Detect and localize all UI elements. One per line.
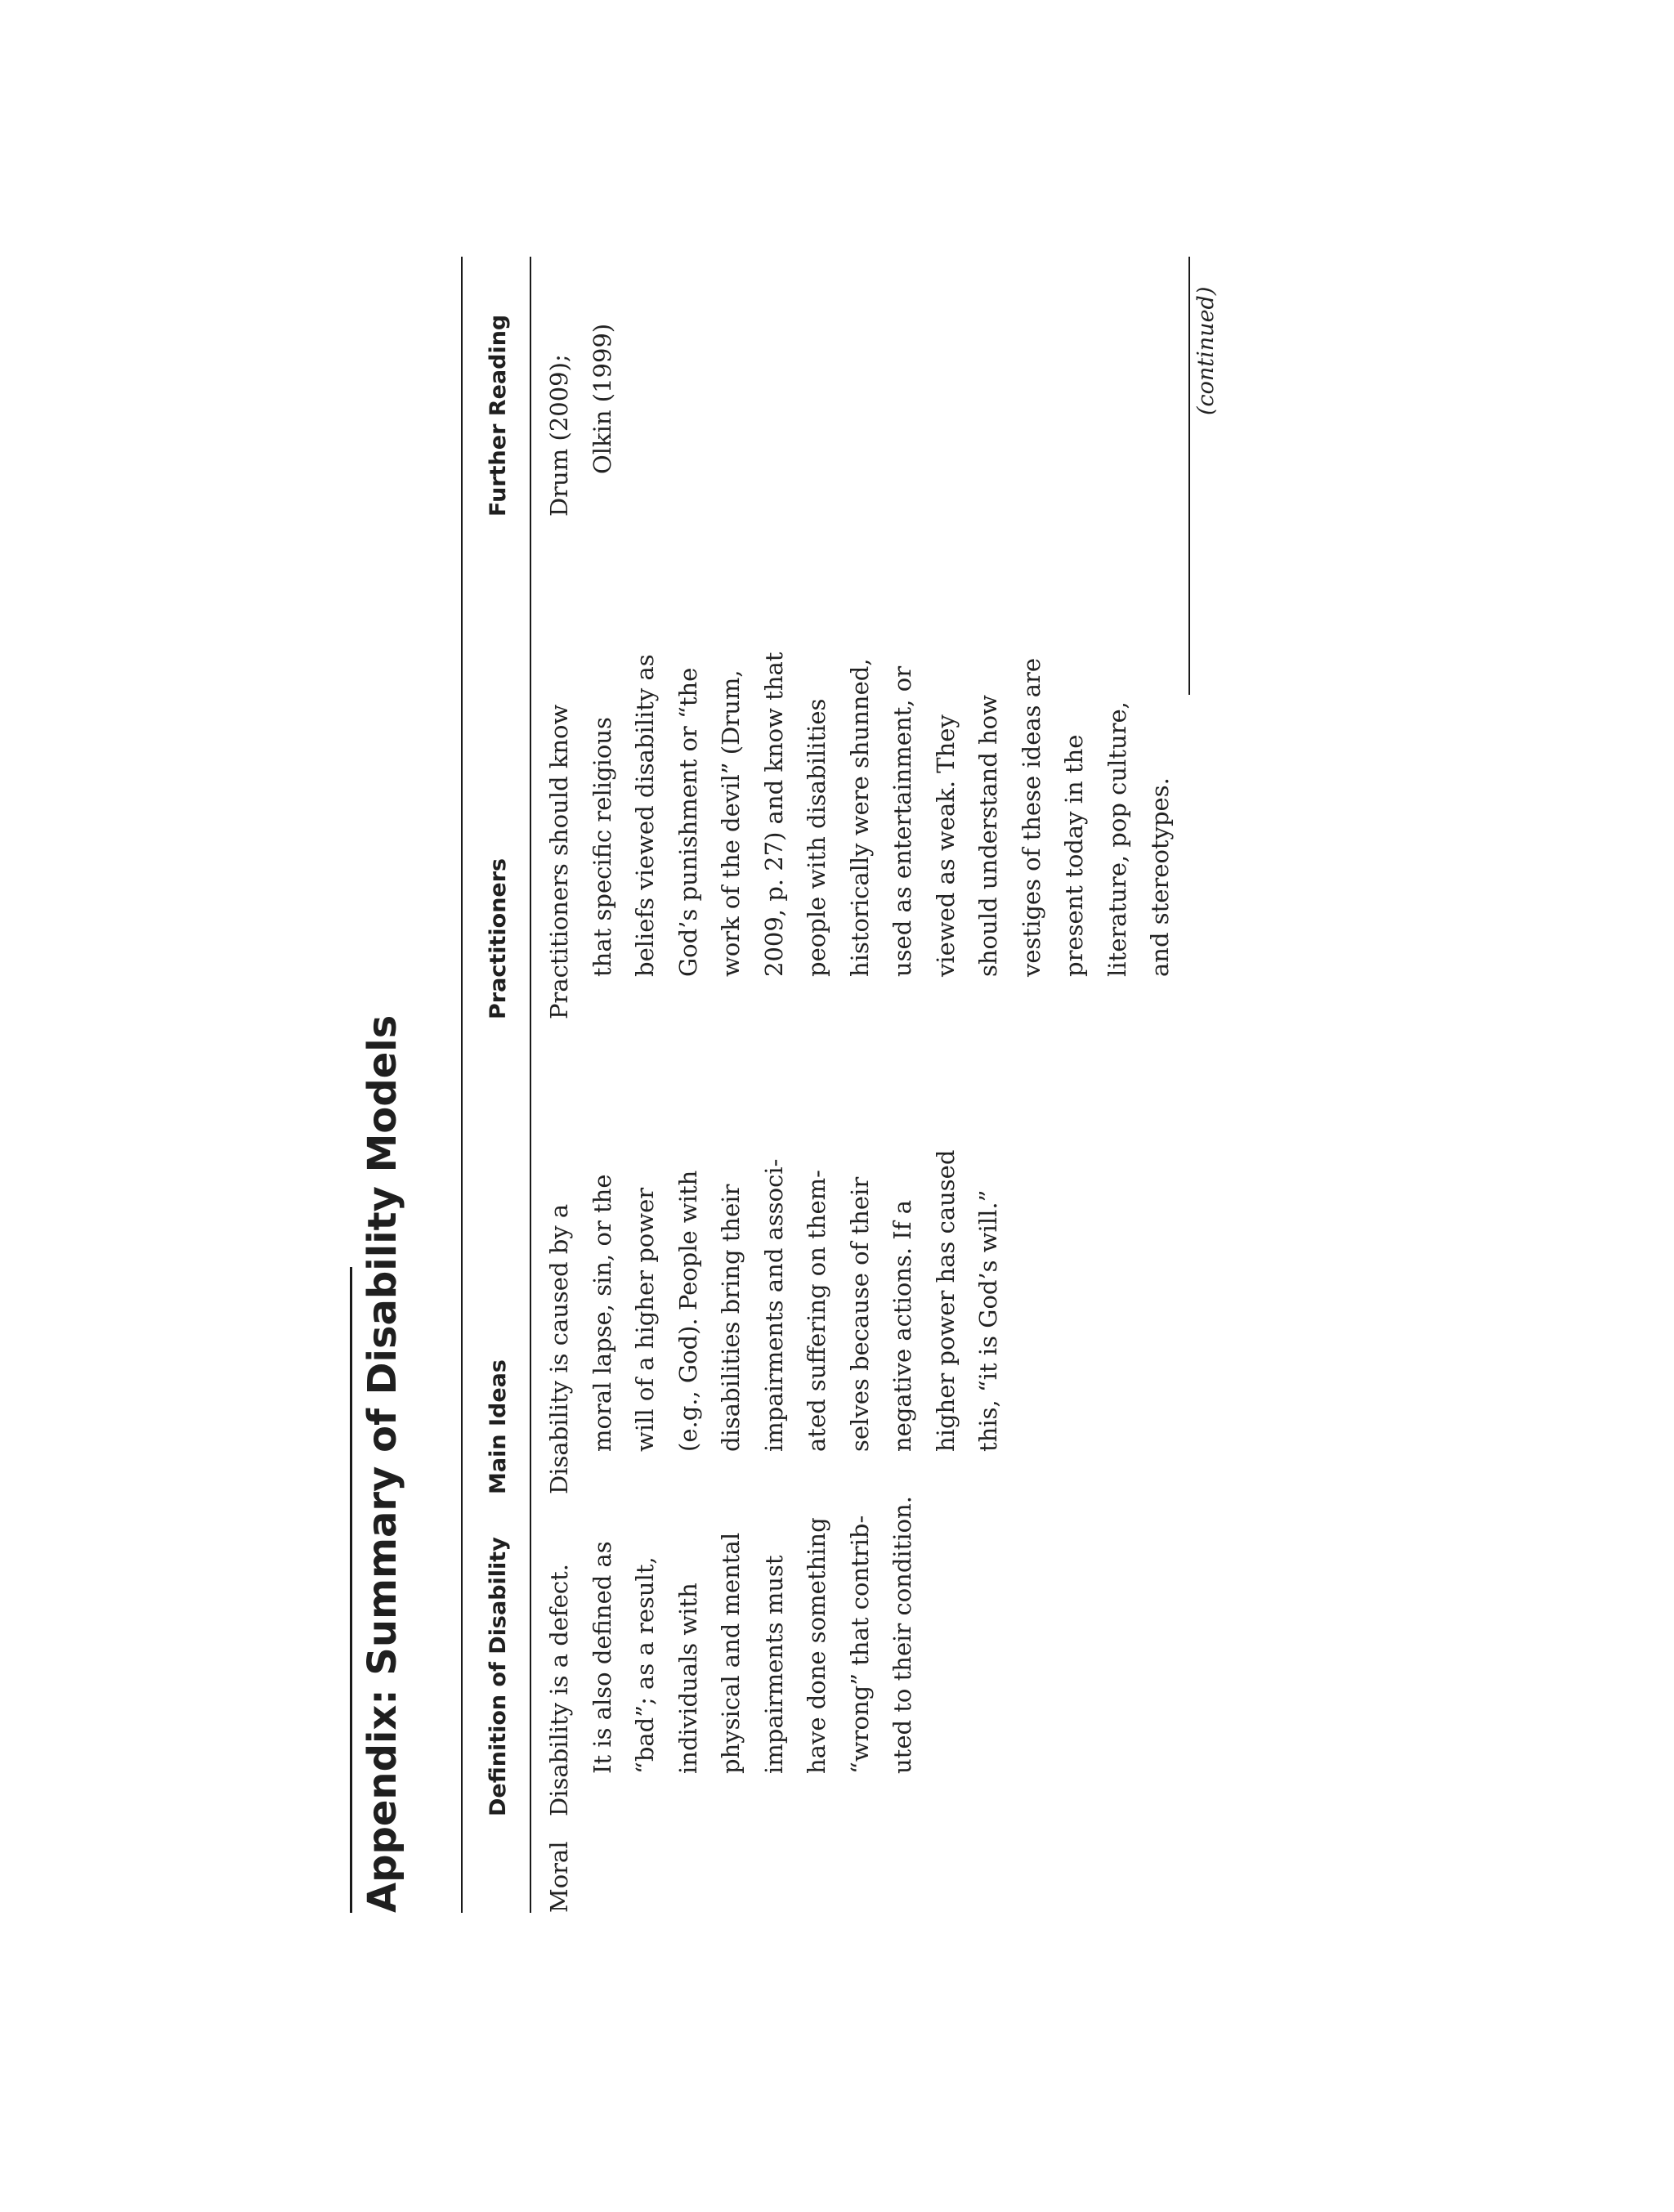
- cell-practitioners: [538, 652, 1182, 1019]
- practitioners-line: should understand how: [974, 695, 1002, 977]
- definition-line: “bad”; as a result,: [631, 1556, 659, 1774]
- practitioners-line: God’s punishment or “the: [674, 667, 702, 977]
- cell-further-reading: [538, 324, 624, 517]
- table-top-rule: [461, 257, 463, 1913]
- definition-line: Disability is a defect.: [545, 1564, 573, 1816]
- definition-line: “wrong” that contrib-: [845, 1515, 874, 1774]
- practitioners-line: literature, pop culture,: [1103, 701, 1131, 977]
- main-ideas-line: ated suffering on them-: [803, 1170, 830, 1452]
- title-rule: [350, 1267, 352, 1913]
- continued-note: (continued): [1193, 286, 1219, 415]
- practitioners-line: vestiges of these ideas are: [1017, 657, 1045, 977]
- cell-main-ideas: [538, 1150, 1010, 1494]
- practitioners-line: 2009, p. 27) and know that: [759, 652, 788, 977]
- further-reading-line: Drum (2009);: [545, 354, 573, 517]
- header-main-ideas: Main Ideas: [486, 1359, 511, 1494]
- main-ideas-line: (e.g., God). People with: [674, 1170, 702, 1452]
- practitioners-line: viewed as weak. They: [931, 714, 960, 977]
- practitioners-line: used as entertainment, or: [888, 665, 916, 977]
- definition-line: uted to their condition.: [888, 1496, 916, 1774]
- main-ideas-line: moral lapse, sin, or the: [588, 1174, 616, 1452]
- practitioners-line: work of the devil” (Drum,: [717, 669, 745, 977]
- main-ideas-line: impairments and associ-: [759, 1158, 788, 1452]
- definition-line: impairments must: [759, 1555, 788, 1774]
- page-title: Appendix: Summary of Disability Models: [360, 1014, 405, 1913]
- main-ideas-line: selves because of their: [845, 1176, 874, 1452]
- header-definition-of-disability: Definition of Disability: [486, 1537, 511, 1816]
- cell-definition: [538, 1496, 924, 1816]
- main-ideas-line: disabilities bring their: [717, 1184, 745, 1452]
- main-ideas-line: higher power has caused: [931, 1149, 960, 1452]
- practitioners-line: present today in the: [1060, 734, 1088, 977]
- definition-line: physical and mental: [717, 1532, 745, 1774]
- definition-line: individuals with: [674, 1583, 702, 1774]
- practitioners-line: and stereotypes.: [1146, 777, 1174, 977]
- row-label: Moral: [545, 1841, 573, 1913]
- main-ideas-line: this, “it is God’s will.”: [974, 1189, 1002, 1452]
- further-reading-line: Olkin (1999): [588, 323, 616, 474]
- header-further-reading: Further Reading: [486, 314, 511, 517]
- definition-line: have done something: [803, 1517, 830, 1774]
- table-bottom-rule: [1188, 257, 1190, 695]
- practitioners-line: Practitioners should know: [545, 704, 573, 1019]
- definition-line: It is also defined as: [588, 1541, 616, 1774]
- practitioners-line: that specific religious: [588, 717, 616, 977]
- rotated-table-frame: [335, 257, 1254, 1913]
- practitioners-line: people with disabilities: [803, 698, 830, 977]
- header-practitioners: Practitioners: [486, 857, 511, 1019]
- practitioners-line: historically were shunned,: [845, 658, 874, 977]
- main-ideas-line: will of a higher power: [631, 1187, 659, 1452]
- main-ideas-line: negative actions. If a: [888, 1200, 916, 1452]
- table-header-rule: [530, 257, 531, 1913]
- practitioners-line: beliefs viewed disability as: [631, 654, 659, 977]
- row-label-moral: [538, 1841, 581, 1913]
- main-ideas-line: Disability is caused by a: [545, 1203, 573, 1494]
